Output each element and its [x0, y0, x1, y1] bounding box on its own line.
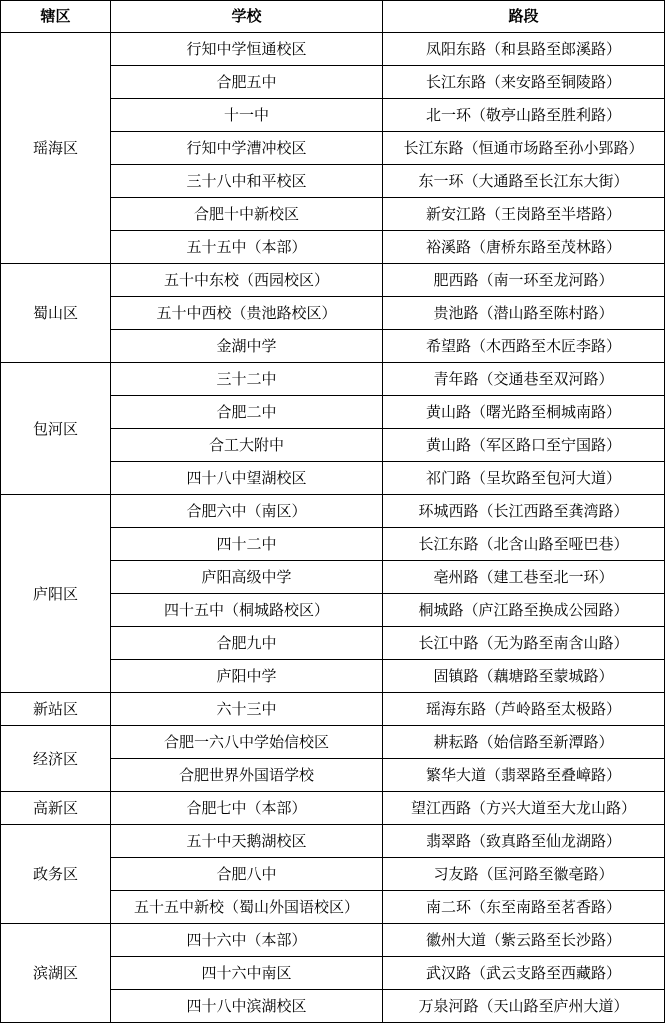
district-cell: 瑶海区: [1, 33, 111, 264]
road-cell: 万泉河路（天山路至庐州大道）: [383, 990, 665, 1023]
school-cell: 合肥八中: [111, 858, 383, 891]
road-cell: 望江西路（方兴大道至大龙山路）: [383, 792, 665, 825]
road-cell: 习友路（匡河路至徽亳路）: [383, 858, 665, 891]
table-body: [1, 33, 665, 1023]
road-cell: 繁华大道（翡翠路至叠嶂路）: [383, 759, 665, 792]
header-row: [1, 1, 665, 33]
district-cell: 政务区: [1, 825, 111, 924]
district-cell: 新站区: [1, 693, 111, 726]
school-cell: 六十三中: [111, 693, 383, 726]
school-cell: 合肥世界外国语学校: [111, 759, 383, 792]
school-cell: 五十五中新校（蜀山外国语校区）: [111, 891, 383, 924]
road-cell: 固镇路（藕塘路至蒙城路）: [383, 660, 665, 693]
district-cell: 高新区: [1, 792, 111, 825]
road-cell: 长江东路（恒通市场路至孙小郢路）: [383, 132, 665, 165]
school-cell: 庐阳中学: [111, 660, 383, 693]
header-road: 路段: [383, 1, 665, 33]
road-cell: 东一环（大通路至长江东大街）: [383, 165, 665, 198]
district-cell: 包河区: [1, 363, 111, 495]
school-cell: 四十八中望湖校区: [111, 462, 383, 495]
school-cell: 四十六中南区: [111, 957, 383, 990]
district-cell: 滨湖区: [1, 924, 111, 1023]
table-row: [1, 495, 665, 528]
road-cell: 长江东路（来安路至铜陵路）: [383, 66, 665, 99]
road-cell: 新安江路（王岗路至半塔路）: [383, 198, 665, 231]
road-cell: 瑶海东路（芦岭路至太极路）: [383, 693, 665, 726]
header-district: 辖区: [1, 1, 111, 33]
table-row: [1, 693, 665, 726]
school-cell: 五十中东校（西园校区）: [111, 264, 383, 297]
table-row: [1, 924, 665, 957]
school-cell: 四十六中（本部）: [111, 924, 383, 957]
road-cell: 长江东路（北含山路至哑巴巷）: [383, 528, 665, 561]
school-cell: 四十五中（桐城路校区）: [111, 594, 383, 627]
school-cell: 合肥二中: [111, 396, 383, 429]
school-cell: 合肥十中新校区: [111, 198, 383, 231]
road-cell: 黄山路（军区路口至宁国路）: [383, 429, 665, 462]
school-cell: 合工大附中: [111, 429, 383, 462]
school-cell: 五十五中（本部）: [111, 231, 383, 264]
road-cell: 祁门路（呈坎路至包河大道）: [383, 462, 665, 495]
road-cell: 南二环（东至南路至茗香路）: [383, 891, 665, 924]
road-cell: 贵池路（潜山路至陈村路）: [383, 297, 665, 330]
road-cell: 裕溪路（唐桥东路至茂林路）: [383, 231, 665, 264]
header-school: 学校: [111, 1, 383, 33]
road-cell: 长江中路（无为路至南含山路）: [383, 627, 665, 660]
school-cell: 五十中西校（贵池路校区）: [111, 297, 383, 330]
school-cell: 行知中学恒通校区: [111, 33, 383, 66]
school-cell: 行知中学漕冲校区: [111, 132, 383, 165]
table-row: [1, 792, 665, 825]
road-cell: 桐城路（庐江路至换成公园路）: [383, 594, 665, 627]
table-row: [1, 825, 665, 858]
school-cell: 金湖中学: [111, 330, 383, 363]
district-cell: 庐阳区: [1, 495, 111, 693]
district-cell: 经济区: [1, 726, 111, 792]
school-cell: 五十中天鹅湖校区: [111, 825, 383, 858]
school-cell: 三十八中和平校区: [111, 165, 383, 198]
school-cell: 合肥六中（南区）: [111, 495, 383, 528]
table-row: [1, 363, 665, 396]
table-row: [1, 33, 665, 66]
school-cell: 庐阳高级中学: [111, 561, 383, 594]
road-cell: 武汉路（武云支路至西藏路）: [383, 957, 665, 990]
road-cell: 环城西路（长江西路至龚湾路）: [383, 495, 665, 528]
school-cell: 合肥一六八中学始信校区: [111, 726, 383, 759]
road-cell: 耕耘路（始信路至新潭路）: [383, 726, 665, 759]
table-row: [1, 264, 665, 297]
road-cell: 黄山路（曙光路至桐城南路）: [383, 396, 665, 429]
road-cell: 翡翠路（致真路至仙龙湖路）: [383, 825, 665, 858]
table-row: [1, 726, 665, 759]
school-cell: 三十二中: [111, 363, 383, 396]
district-cell: 蜀山区: [1, 264, 111, 363]
road-cell: 徽州大道（紫云路至长沙路）: [383, 924, 665, 957]
road-cell: 青年路（交通巷至双河路）: [383, 363, 665, 396]
road-cell: 亳州路（建工巷至北一环）: [383, 561, 665, 594]
school-cell: 合肥七中（本部）: [111, 792, 383, 825]
school-cell: 四十八中滨湖校区: [111, 990, 383, 1023]
school-cell: 十一中: [111, 99, 383, 132]
road-cell: 北一环（敬亭山路至胜利路）: [383, 99, 665, 132]
school-cell: 合肥九中: [111, 627, 383, 660]
road-cell: 肥西路（南一环至龙河路）: [383, 264, 665, 297]
road-cell: 希望路（木西路至木匠李路）: [383, 330, 665, 363]
school-cell: 四十二中: [111, 528, 383, 561]
school-cell: 合肥五中: [111, 66, 383, 99]
road-cell: 凤阳东路（和县路至郎溪路）: [383, 33, 665, 66]
